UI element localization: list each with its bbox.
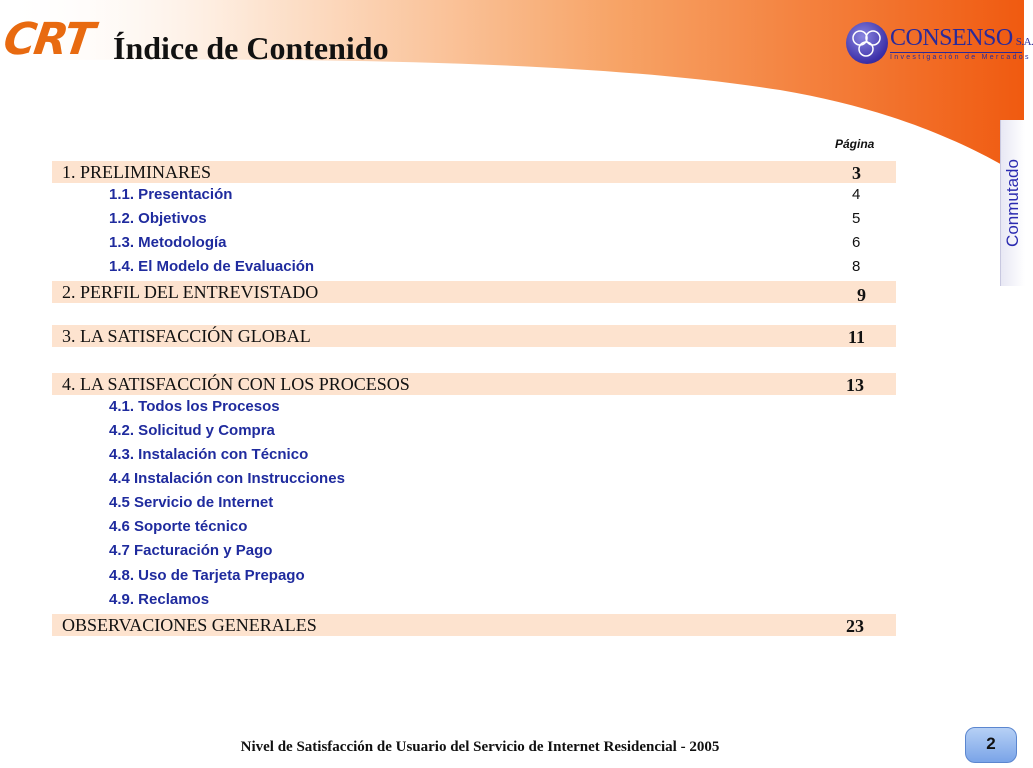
toc-section-bar[interactable]: [52, 281, 896, 303]
consenso-globe-icon: [846, 22, 888, 64]
side-tab-conmutado[interactable]: [1000, 120, 1025, 286]
toc-subitem[interactable]: 4.7 Facturación y Pago: [109, 542, 273, 559]
toc-subitem[interactable]: 4.5 Servicio de Internet: [109, 494, 274, 511]
brand-divider: [890, 52, 1022, 53]
footer-text: Nivel de Satisfacción de Usuario del Servicio de Internet Residencial - 2005: [240, 739, 720, 755]
page-title: Índice de Contenido: [113, 30, 389, 66]
page-number: 2: [986, 734, 996, 753]
toc-subitem[interactable]: 4.8. Uso de Tarjeta Prepago: [109, 567, 305, 584]
side-tab-label: Conmutado: [1003, 159, 1022, 247]
toc-section-page: 11: [848, 327, 866, 347]
toc-section-bar[interactable]: [52, 325, 896, 347]
toc-section-page: 9: [857, 285, 866, 305]
toc-subitem-page: 5: [852, 210, 861, 227]
toc-subitem[interactable]: 4.4 Instalación con Instrucciones: [109, 470, 345, 487]
toc-subitem[interactable]: 4.1. Todos los Procesos: [109, 398, 280, 415]
page-column-header: Página: [835, 137, 875, 151]
toc-section-label: 3. LA SATISFACCIÓN GLOBAL: [62, 326, 311, 346]
toc-section-page: 13: [846, 375, 864, 395]
toc-section-page: 3: [852, 163, 861, 183]
brand-name: CONSENSO: [890, 25, 1013, 51]
toc-section-page: 23: [846, 616, 864, 636]
toc-subitem[interactable]: 1.2. Objetivos: [109, 210, 207, 227]
brand-tagline: Investigación de Mercados: [890, 54, 1031, 61]
toc-section-label: 2. PERFIL DEL ENTREVISTADO: [62, 282, 319, 302]
toc-subitem[interactable]: 4.3. Instalación con Técnico: [109, 446, 309, 463]
toc-subitem[interactable]: 1.1. Presentación: [109, 186, 233, 203]
toc-subitem-page: 6: [852, 234, 861, 251]
toc-subitem-page: 4: [852, 186, 861, 203]
toc-subitem[interactable]: 4.2. Solicitud y Compra: [109, 422, 275, 439]
toc-subitem[interactable]: 1.3. Metodología: [109, 234, 227, 251]
toc-section-bar[interactable]: [52, 614, 896, 636]
toc-section-label: OBSERVACIONES GENERALES: [62, 615, 317, 635]
consenso-logo: [846, 22, 1033, 68]
crt-logo: CRT: [0, 14, 96, 65]
toc-section-bar[interactable]: [52, 373, 896, 395]
toc-subitem[interactable]: 1.4. El Modelo de Evaluación: [109, 258, 315, 275]
toc-subitem[interactable]: 4.9. Reclamos: [109, 591, 210, 608]
toc-subitem[interactable]: 4.6 Soporte técnico: [109, 518, 248, 535]
toc-section-label: 1. PRELIMINARES: [62, 162, 212, 182]
page-number-badge: [965, 727, 1017, 763]
brand-suffix: S.A.: [1015, 36, 1033, 48]
toc-section-label: 4. LA SATISFACCIÓN CON LOS PROCESOS: [62, 374, 410, 394]
toc-section-bar[interactable]: [52, 161, 896, 183]
toc-subitem-page: 8: [852, 258, 861, 275]
